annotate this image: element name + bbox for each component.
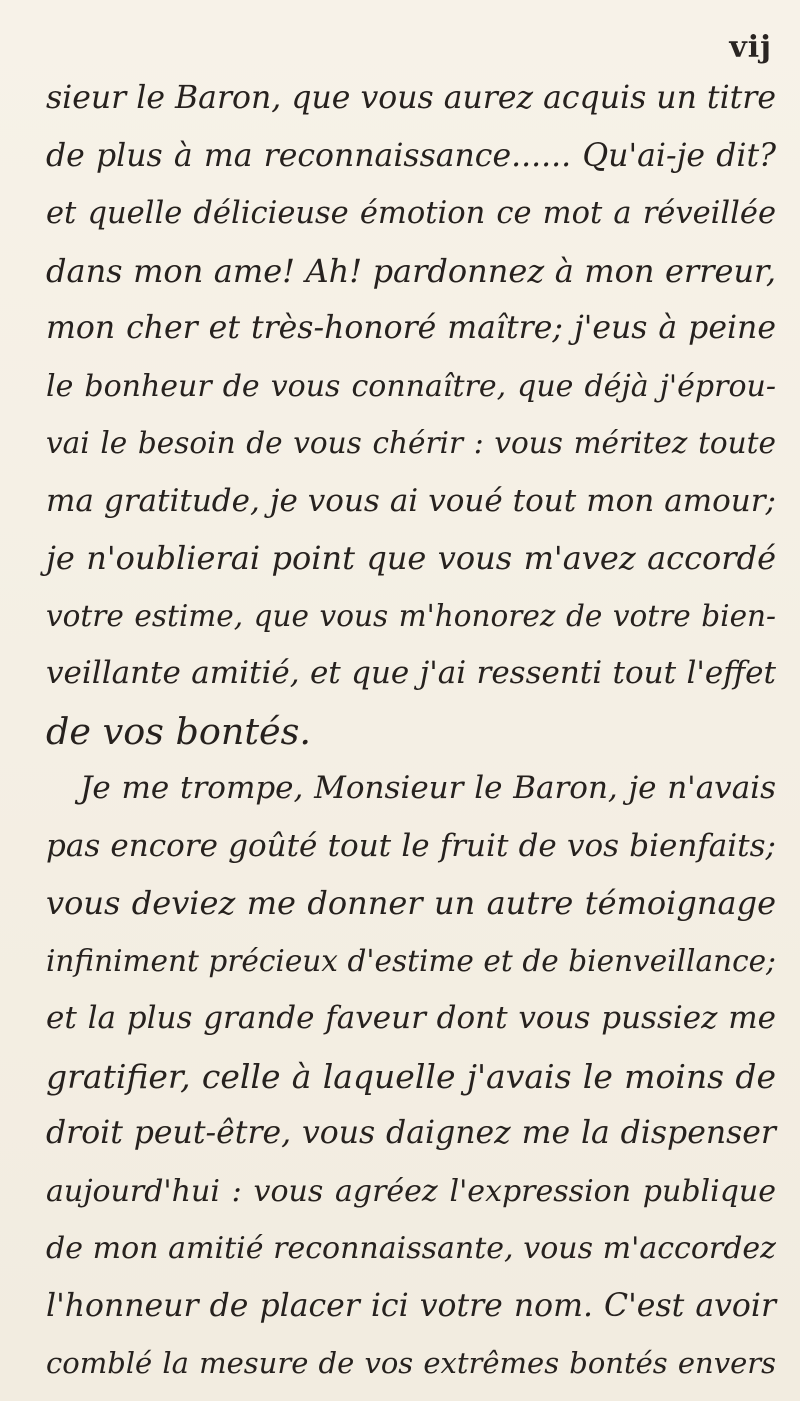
text-line: infiniment précieux d'estime et de bienveillance; (46, 943, 776, 978)
text-line: et la plus grande faveur dont vous pussiez me (46, 1000, 776, 1036)
text-line: de mon amitié reconnaissante, vous m'accordez (46, 1231, 776, 1266)
text-line: vai le besoin de vous chérir : vous méritez toute (46, 426, 776, 460)
paragraph-1 (46, 70, 776, 760)
text-line: le bonheur de vous connaître, que déjà j'éprou- (46, 368, 776, 404)
text-line: votre estime, que vous m'honorez de votre bien- (46, 598, 776, 633)
page-number: vij (729, 30, 772, 65)
text-line: et quelle délicieuse émotion ce mot a réveillée (46, 196, 776, 231)
text-line: ma gratitude, je vous ai voué tout mon amour; (46, 482, 776, 519)
text-line: dans mon ame! Ah! pardonnez à mon erreur, (46, 251, 776, 290)
text-line: aujourd'hui : vous agréez l'expression publique (46, 1173, 776, 1209)
text-line: droit peut-être, vous daignez me la dispenser (46, 1115, 776, 1151)
text-line: je n'oublierai point que vous m'avez accordé (46, 539, 776, 577)
text-line: de plus à ma reconnaissance...... Qu'ai-je dit? (46, 137, 776, 174)
text-line: comblé la mesure de vos extrêmes bontés envers (46, 1346, 776, 1380)
text-line: sieur le Baron, que vous aurez acquis un titre (46, 80, 776, 116)
body-text (46, 70, 776, 1393)
text-line: gratifier, celle à laquelle j'avais le moins de (46, 1056, 776, 1096)
text-line: vous deviez me donner un autre témoignage (46, 884, 776, 922)
text-line: de vos bontés. (46, 709, 311, 753)
paragraph-2 (46, 760, 776, 1393)
text-line: mon cher et très-honoré maître; j'eus à peine (46, 310, 776, 346)
text-line: Je me trompe, Monsieur le Baron, je n'avais (80, 770, 776, 806)
text-line: pas encore goûté tout le fruit de vos bienfaits; (46, 827, 776, 864)
text-line: l'honneur de placer ici votre nom. C'est avoir (46, 1287, 776, 1324)
text-line: veillante amitié, et que j'ai ressenti tout l'effet (46, 655, 776, 691)
